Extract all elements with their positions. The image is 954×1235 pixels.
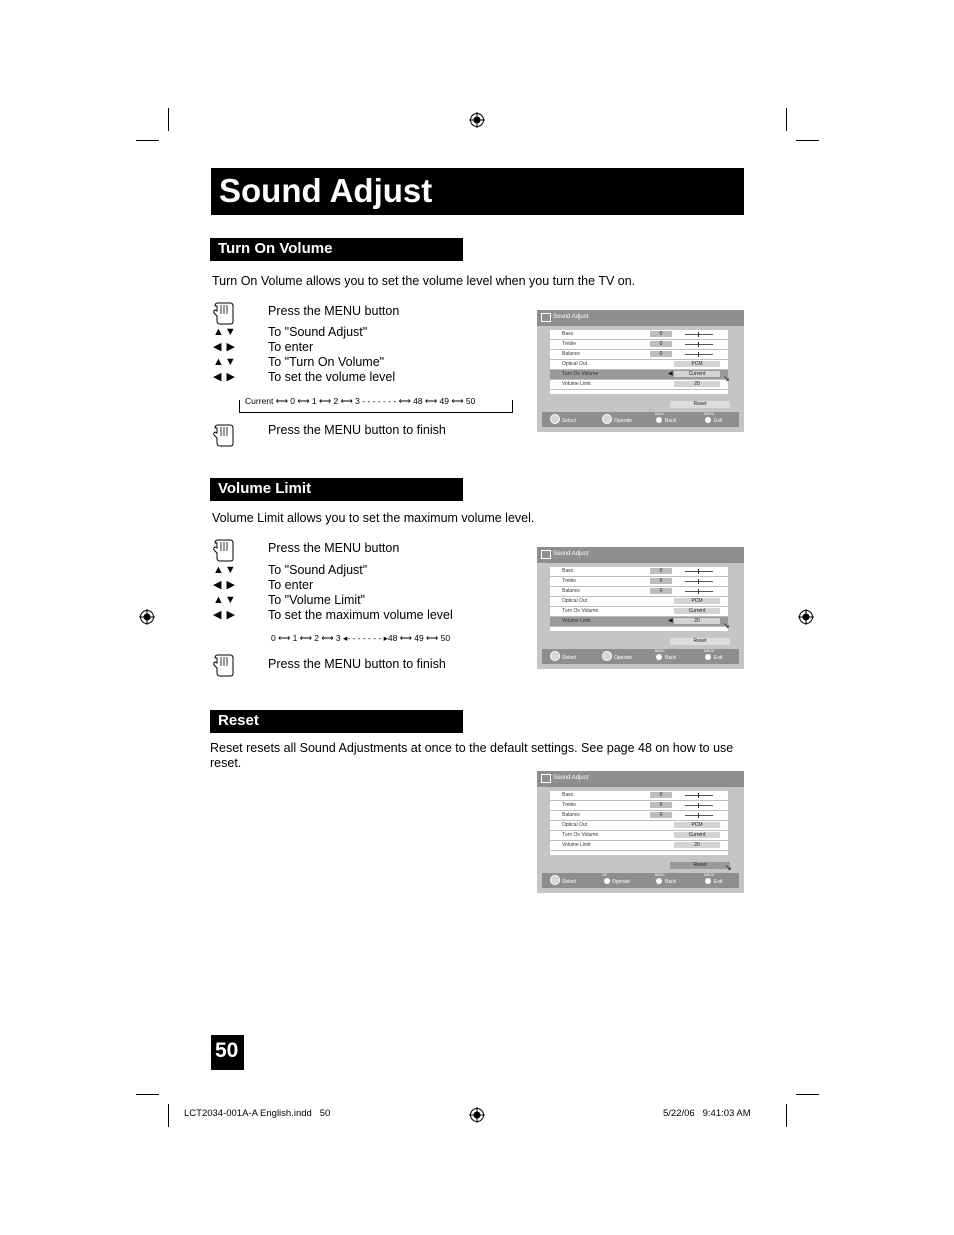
osd-row-value: 0 <box>650 802 672 808</box>
tv-icon <box>541 313 551 322</box>
arrow-keys-icon: ◀ ▶ <box>213 609 236 621</box>
osd-row <box>550 607 728 617</box>
pointer-icon: ↘ <box>725 863 732 872</box>
button-icon <box>705 878 711 884</box>
osd-row-value: 0 <box>650 568 672 574</box>
osd-row-label: Optical Out <box>562 598 588 604</box>
slider-icon <box>685 591 713 592</box>
osd-row <box>550 821 728 831</box>
osd-row <box>550 340 728 350</box>
osd-row-label: Treble <box>562 802 576 808</box>
footer-exit-key: MENU <box>704 649 715 653</box>
section-heading: Volume Limit <box>218 480 312 497</box>
page-number: 50 <box>215 1039 239 1062</box>
arrow-keys-icon: ▲▼ <box>213 564 237 576</box>
button-icon <box>705 654 711 660</box>
footer-operate: Operate <box>614 655 633 661</box>
step-text: To "Sound Adjust" <box>268 325 368 339</box>
osd-row-label: Turn On Volume <box>562 608 599 614</box>
section-heading: Turn On Volume <box>218 240 333 257</box>
footer-select: Select <box>562 655 576 661</box>
registration-mark-icon <box>469 1107 485 1123</box>
step-text: To set the maximum volume level <box>268 608 453 622</box>
slider-icon <box>685 795 713 796</box>
osd-row-label: Optical Out <box>562 822 588 828</box>
osd-row <box>550 380 728 390</box>
footer-exit-key: MENU <box>704 873 715 877</box>
finish-step-text: Press the MENU button to finish <box>268 423 446 437</box>
slider-icon <box>685 815 713 816</box>
osd-menu-list <box>550 567 728 631</box>
osd-row <box>550 791 728 801</box>
footer-exit: Exit <box>714 418 723 424</box>
osd-row <box>550 831 728 841</box>
slider-icon <box>685 344 713 345</box>
button-icon <box>656 878 662 884</box>
footer-back-key: BACK <box>655 412 665 416</box>
arrow-keys-icon: ◀ ▶ <box>213 341 236 353</box>
osd-header <box>537 310 744 326</box>
osd-row-value: 20 <box>674 842 720 848</box>
osd-row-value: 0 <box>650 578 672 584</box>
osd-row-value: PCM <box>674 822 720 828</box>
pointer-icon: ↘ <box>723 374 730 383</box>
dpad-icon <box>602 414 612 424</box>
crop-mark <box>136 140 159 141</box>
osd-row-value: 0 <box>650 588 672 594</box>
registration-mark-icon <box>139 609 155 625</box>
remote-hand-icon <box>212 302 234 325</box>
arrow-keys-icon: ◀ ▶ <box>213 579 236 591</box>
osd-row-label: Volume Limit <box>562 842 591 848</box>
section-heading-bar <box>210 478 463 501</box>
osd-row-label: Bass <box>562 331 574 337</box>
crop-mark <box>136 1094 159 1095</box>
osd-row-selected <box>550 617 728 627</box>
footer-exit: Exit <box>714 655 723 661</box>
arrow-keys-icon: ▲▼ <box>213 356 237 368</box>
osd-row <box>550 360 728 370</box>
tv-icon <box>541 550 551 559</box>
volume-sequence: 0 ⟷ 1 ⟷ 2 ⟷ 3 ◂- - - - - - - ▸48 ⟷ 49 ⟷ 50 <box>271 633 451 643</box>
tv-icon <box>541 774 551 783</box>
crop-mark <box>796 140 819 141</box>
osd-row-value: Current <box>674 832 720 838</box>
slider-icon <box>685 805 713 806</box>
dpad-icon <box>550 414 560 424</box>
crop-mark <box>786 1104 787 1127</box>
osd-header <box>537 771 744 787</box>
remote-hand-icon <box>212 539 234 562</box>
finish-step-text: Press the MENU button to finish <box>268 657 446 671</box>
page-number-box <box>211 1035 244 1070</box>
section-intro: Turn On Volume allows you to set the volume level when you turn the TV on. <box>212 274 636 288</box>
button-icon <box>656 417 662 423</box>
osd-screenshot <box>537 771 744 893</box>
left-arrow-icon: ◀ <box>668 618 673 624</box>
section-heading-bar <box>210 238 463 261</box>
dpad-icon <box>550 875 560 885</box>
osd-title: Sound Adjust <box>553 551 589 557</box>
registration-mark-icon <box>469 112 485 128</box>
osd-menu-list <box>550 330 728 394</box>
osd-row-label: Balance <box>562 812 581 818</box>
osd-row-label: Volume Limit <box>562 618 591 624</box>
footer-exit: Exit <box>714 879 723 885</box>
osd-reset-button-selected: Reset <box>670 862 730 869</box>
footer-back: Back <box>665 655 677 661</box>
osd-row-label: Bass <box>562 568 574 574</box>
footer-ok-key: OK <box>602 873 608 877</box>
dpad-icon <box>550 651 560 661</box>
arrow-keys-icon: ◀ ▶ <box>213 371 236 383</box>
osd-row-label: Balance <box>562 351 581 357</box>
section-heading: Reset <box>218 712 259 729</box>
slider-icon <box>685 334 713 335</box>
osd-row <box>550 350 728 360</box>
osd-row-value: 0 <box>650 812 672 818</box>
arrow-keys-icon: ▲▼ <box>213 326 237 338</box>
osd-reset-button: Reset <box>670 638 730 645</box>
footer-back-key: BACK <box>655 649 665 653</box>
step-text: To enter <box>268 578 314 592</box>
osd-row-label: Treble <box>562 341 576 347</box>
osd-row-value: PCM <box>674 598 720 604</box>
osd-screenshot <box>537 547 744 669</box>
step-text: To "Volume Limit" <box>268 593 366 607</box>
osd-footer <box>542 873 739 888</box>
section-intro: Reset resets all Sound Adjustments at once to the default settings. See page 48 on how to use reset. <box>210 741 734 770</box>
slider-icon <box>685 571 713 572</box>
footer-datetime: 5/22/06 9:41:03 AM <box>663 1108 751 1119</box>
remote-hand-icon <box>212 424 234 447</box>
footer-operate: Operate <box>612 879 631 885</box>
page-title-bar <box>211 168 744 215</box>
osd-row-label: Turn On Volume <box>562 832 599 838</box>
section-heading-bar <box>210 710 463 733</box>
osd-row-value: 0 <box>650 351 672 357</box>
remote-hand-icon <box>212 654 234 677</box>
step-text: To "Sound Adjust" <box>268 563 368 577</box>
footer-operate: Operate <box>614 418 633 424</box>
step-text: To enter <box>268 340 314 354</box>
osd-row-label: Balance <box>562 588 581 594</box>
slider-icon <box>685 581 713 582</box>
osd-reset-button: Reset <box>670 401 730 408</box>
osd-row-value: Current <box>674 608 720 614</box>
osd-row-label: Volume Limit <box>562 381 591 387</box>
registration-mark-icon <box>798 609 814 625</box>
osd-row <box>550 597 728 607</box>
osd-row <box>550 811 728 821</box>
left-arrow-icon: ◀ <box>668 371 673 377</box>
page-title: Sound Adjust <box>219 172 433 209</box>
osd-row <box>550 567 728 577</box>
osd-row <box>550 577 728 587</box>
osd-row-value: 20 <box>674 618 720 624</box>
osd-header <box>537 547 744 563</box>
step-text: To set the volume level <box>268 370 396 384</box>
footer-select: Select <box>562 418 576 424</box>
osd-row <box>550 587 728 597</box>
step-text: Press the MENU button <box>268 304 400 318</box>
footer-select: Select <box>562 879 576 885</box>
osd-footer <box>542 412 739 427</box>
section-intro: Volume Limit allows you to set the maximum volume level. <box>212 511 535 525</box>
osd-row-value: 0 <box>650 792 672 798</box>
footer-back: Back <box>665 879 677 885</box>
button-icon <box>705 417 711 423</box>
volume-sequence: Current ⟷ 0 ⟷ 1 ⟷ 2 ⟷ 3 - - - - - - - ⟷ 48 ⟷ 49 ⟷ 50 <box>245 396 476 406</box>
osd-row <box>550 330 728 340</box>
osd-row-label: Turn On Volume <box>562 371 599 377</box>
dpad-icon <box>602 651 612 661</box>
osd-row-label: Optical Out <box>562 361 588 367</box>
crop-mark <box>786 108 787 131</box>
pointer-icon: ↘ <box>723 621 730 630</box>
osd-row-label: Bass <box>562 792 574 798</box>
osd-title: Sound Adjust <box>553 314 589 320</box>
osd-screenshot <box>537 310 744 432</box>
osd-row <box>550 801 728 811</box>
footer-back-key: BACK <box>655 873 665 877</box>
osd-footer <box>542 649 739 664</box>
osd-menu-list <box>550 791 728 855</box>
crop-mark <box>796 1094 819 1095</box>
osd-row-value: Current <box>674 371 720 377</box>
osd-title: Sound Adjust <box>553 775 589 781</box>
crop-mark <box>168 1104 169 1127</box>
button-icon <box>604 878 610 884</box>
step-text: Press the MENU button <box>268 541 400 555</box>
osd-row-value: 0 <box>650 331 672 337</box>
arrow-keys-icon: ▲▼ <box>213 594 237 606</box>
step-text: To "Turn On Volume" <box>268 355 385 369</box>
footer-back: Back <box>665 418 677 424</box>
slider-icon <box>685 354 713 355</box>
button-icon <box>656 654 662 660</box>
osd-row-value: 0 <box>650 341 672 347</box>
osd-row-value: PCM <box>674 361 720 367</box>
osd-row-value: 20 <box>674 381 720 387</box>
osd-row <box>550 841 728 851</box>
osd-row-label: Treble <box>562 578 576 584</box>
footer-exit-key: MENU <box>704 412 715 416</box>
crop-mark <box>168 108 169 131</box>
footer-file-info: LCT2034-001A-A English.indd 50 <box>184 1108 331 1119</box>
osd-row-selected <box>550 370 728 380</box>
